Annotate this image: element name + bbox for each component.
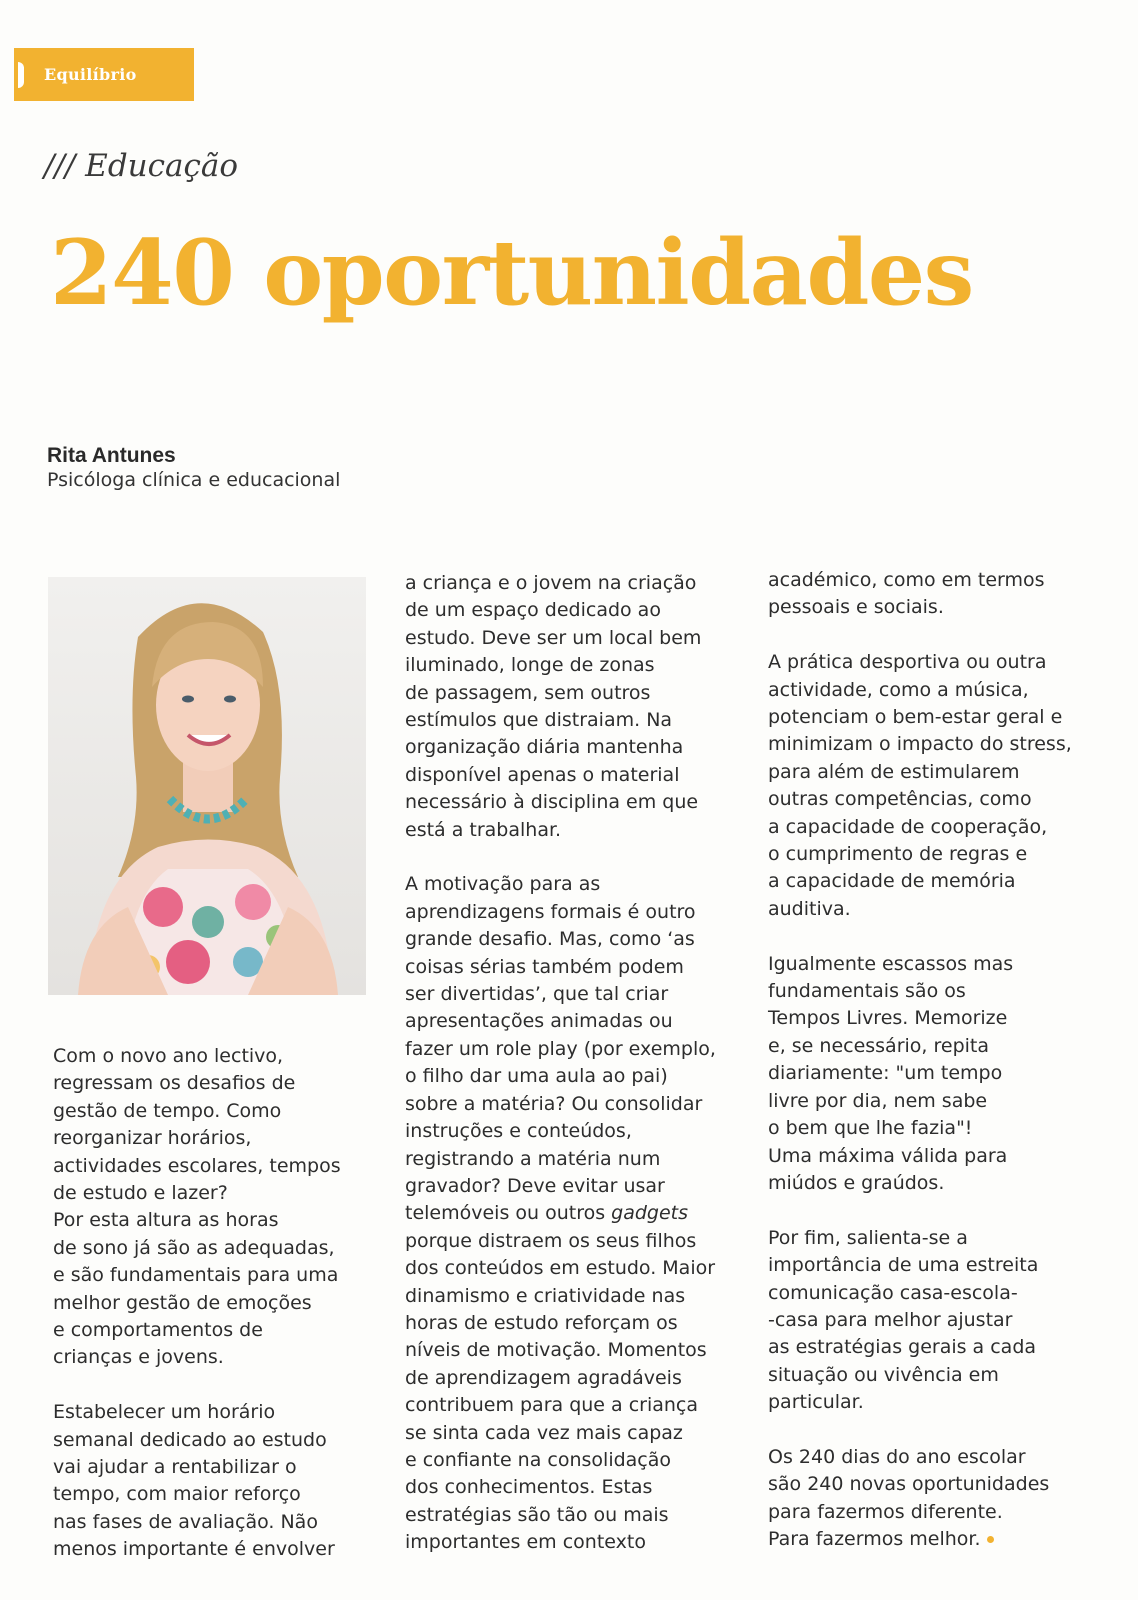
paragraph (768, 1444, 1108, 1554)
paragraph: Estabelecer um horário semanal dedicado ao estudo vai ajudar a rentabilizar o tempo, com maior reforço nas fases de avaliação. Não menos importante é envolver (53, 1401, 335, 1561)
text-run: A motivação para as aprendizagens formais é outro grande desafio. Mas, como ‘as coisas sérias também podem ser divertidas’, que tal criar apresentações animadas ou fazer um role play (por exemplo, o filho dar uma aula ao pai) sobre a matéria? Ou consolidar instruções e conteúdos, registrando a matéria num gravador? Deve evitar usar telemóveis ou outros (405, 873, 716, 1225)
article-column-2 (405, 570, 745, 1557)
page-title: 240 oportunidades (50, 220, 973, 326)
article-column-1 (53, 1043, 393, 1564)
emphasis-text: gadgets (611, 1202, 689, 1225)
category-kicker: /// Educação (44, 148, 238, 184)
end-of-article-dot (987, 1536, 994, 1543)
paragraph: Igualmente escassos mas fundamentais são os Tempos Livres. Memorize e, se necessário, repita diariamente: "um tempo livre por dia, nem sabe o bem que lhe fazia"! Uma máxima válida para miúdos e graúdos. (768, 952, 1014, 1194)
page-number-mark (18, 62, 24, 88)
section-tab (14, 48, 194, 101)
text-run: porque distraem os seus filhos dos conteúdos em estudo. Maior dinamismo e criatividade nas horas de estudo reforçam os níveis de motivação. Momentos de aprendizagem agradáveis contribuem para que a criança se sinta cada vez mais capaz e confiante na consolidação dos conhecimentos. Estas estratégias são tão ou mais importantes em contexto (405, 1229, 716, 1554)
author-portrait-image (48, 577, 366, 995)
section-label: Equilíbrio (44, 65, 137, 84)
paragraph: A prática desportiva ou outra actividade, como a música, potenciam o bem-estar geral e minimizam o impacto do stress, para além de estimularem outras competências, como a capacidade de cooperação, o cumprimento de regras e a capacidade de memória auditiva. (768, 651, 1072, 920)
author-name: Rita Antunes (47, 444, 176, 467)
paragraph: Com o novo ano lectivo, regressam os desafios de gestão de tempo. Como reorganizar horários, actividades escolares, tempos de estudo e lazer? Por esta altura as horas de sono já são as adequadas, e são fundamentais para uma melhor gestão de emoções e comportamentos de crianças e jovens. (53, 1045, 341, 1369)
article-column-3 (768, 567, 1108, 1554)
paragraph (405, 871, 745, 1556)
author-role: Psicóloga clínica e educacional (47, 469, 341, 491)
paragraph: Por fim, salienta-se a importância de uma estreita comunicação casa-escola- -casa para melhor ajustar as estratégias gerais a cada situação ou vivência em particular. (768, 1226, 1039, 1414)
paragraph: a criança e o jovem na criação de um espaço dedicado ao estudo. Deve ser um local bem iluminado, longe de zonas de passagem, sem outros estímulos que distraiam. Na organização diária mantenha disponível apenas o material necessário à disciplina em que está a trabalhar. (405, 572, 702, 841)
text-run: Os 240 dias do ano escolar são 240 novas oportunidades para fazermos diferente. Para fazermos melhor. (768, 1445, 1050, 1551)
author-photo (48, 577, 366, 995)
paragraph: académico, como em termos pessoais e sociais. (768, 569, 1045, 619)
